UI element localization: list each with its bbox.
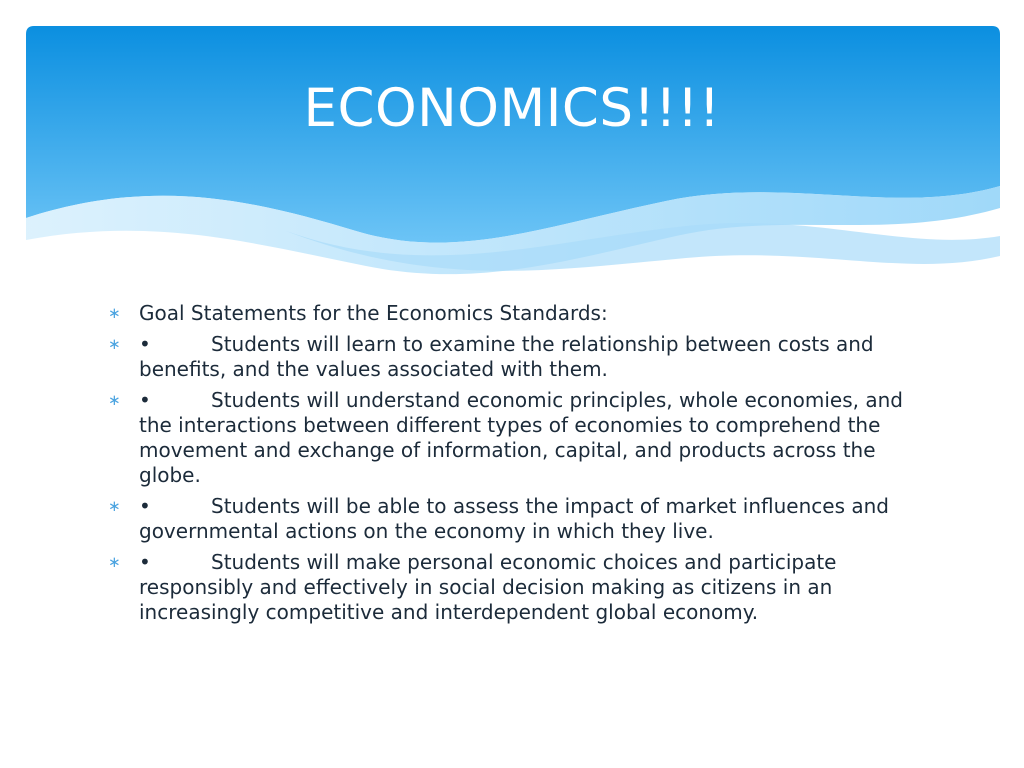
list-item bbox=[106, 332, 918, 382]
header-wave-band bbox=[26, 26, 1000, 288]
asterisk-bullet-icon: ∗ bbox=[108, 304, 121, 322]
bullet-list bbox=[106, 301, 918, 631]
asterisk-bullet-icon: ∗ bbox=[108, 553, 121, 571]
inner-bullet-icon: • bbox=[139, 388, 151, 412]
asterisk-bullet-icon: ∗ bbox=[108, 391, 121, 409]
asterisk-bullet-icon: ∗ bbox=[108, 497, 121, 515]
list-item-text: Students will learn to examine the relationship between costs and benefits, and the values associated with them. bbox=[139, 332, 874, 381]
list-item bbox=[106, 301, 918, 326]
asterisk-bullet-icon: ∗ bbox=[108, 335, 121, 353]
list-item-text: Students will make personal economic choices and participate responsibly and effectively in social decision making as citizens in an increasingly competitive and interdependent global economy. bbox=[139, 550, 837, 624]
inner-bullet-icon: • bbox=[139, 332, 151, 356]
slide-title: ECONOMICS!!!! bbox=[303, 78, 721, 139]
list-item-text: Students will be able to assess the impact of market influences and governmental actions on the economy in which they live. bbox=[139, 494, 889, 543]
list-item bbox=[106, 388, 918, 488]
list-item bbox=[106, 550, 918, 625]
list-item bbox=[106, 494, 918, 544]
list-item-text: Students will understand economic principles, whole economies, and the interactions between different types of economies to comprehend the movement and exchange of information, capital, and products across the globe. bbox=[139, 388, 903, 487]
header-wave-graphic bbox=[26, 26, 1000, 288]
inner-bullet-icon: • bbox=[139, 494, 151, 518]
list-item-text: Goal Statements for the Economics Standards: bbox=[139, 301, 608, 325]
inner-bullet-icon: • bbox=[139, 550, 151, 574]
